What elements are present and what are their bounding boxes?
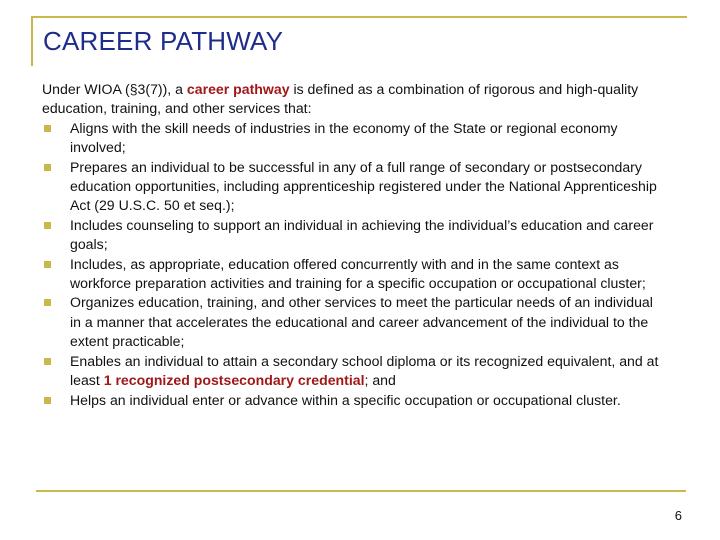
requirements-list	[42, 119, 667, 410]
footer-rule	[36, 490, 686, 492]
list-item-text: Organizes education, training, and other services to meet the particular needs of an individual in a manner that accelerates the educational and career advancement of the individual to the extent practicable;	[70, 294, 653, 350]
list-item-text: Includes counseling to support an individual in achieving the individual’s education and career goals;	[70, 216, 654, 253]
bullet-square-icon	[44, 358, 51, 365]
list-item-text: Prepares an individual to be successful in any of a full range of secondary or postsecondary education opportunities, including apprenticeship registered under the National Apprenticeship Act (29 U.S.C. 50 et seq.);	[70, 158, 657, 214]
bullet-square-icon	[44, 125, 51, 132]
page-number: 6	[674, 508, 682, 523]
title-frame-top-rule	[31, 16, 687, 18]
intro-text-before: Under WIOA (§3(7)), a	[42, 81, 187, 97]
bullet-square-icon	[44, 261, 51, 268]
postsecondary-credential-highlight: 1 recognized postsecondary credential	[103, 372, 365, 389]
slide-title: CAREER PATHWAY	[43, 26, 284, 56]
list-item	[42, 391, 667, 410]
title-frame-left-rule	[31, 16, 33, 66]
credential-text-before: Enables an individual to attain a secondary school diploma or its recognized equivalent, and at least	[70, 352, 659, 389]
list-item	[42, 216, 667, 255]
credential-text-after: ; and	[364, 372, 396, 389]
list-item	[42, 158, 667, 216]
slide-body	[42, 80, 667, 410]
list-item	[42, 119, 667, 158]
career-pathway-term: career pathway	[186, 81, 290, 97]
list-item	[42, 255, 667, 294]
intro-text-after: is defined as a combination of rigorous and high-quality education, training, and other services that:	[42, 81, 639, 117]
list-item-text: Helps an individual enter or advance within a specific occupation or occupational cluster.	[70, 391, 621, 408]
bullet-square-icon	[44, 299, 51, 306]
intro-paragraph	[42, 80, 667, 119]
list-item	[42, 352, 667, 391]
bullet-square-icon	[44, 397, 51, 404]
bullet-square-icon	[44, 222, 51, 229]
list-item-text: Aligns with the skill needs of industries in the economy of the State or regional economy involved;	[70, 119, 618, 156]
list-item-text: Includes, as appropriate, education offered concurrently with and in the same context as workforce preparation activities and training for a specific occupation or occupational cluster;	[70, 255, 646, 292]
bullet-square-icon	[44, 164, 51, 171]
list-item	[42, 293, 667, 351]
